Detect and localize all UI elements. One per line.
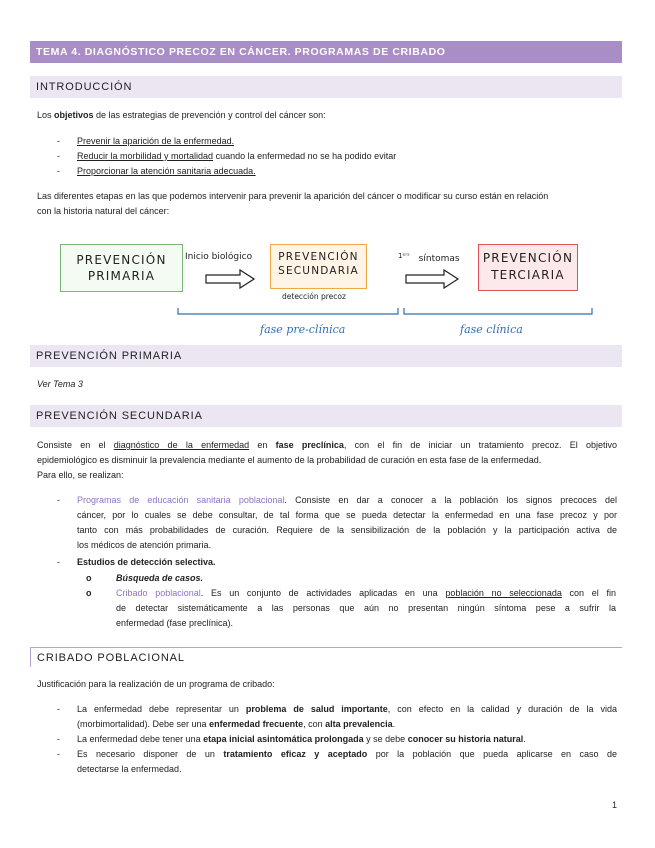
primaria-reference: Ver Tema 3 bbox=[37, 379, 83, 389]
intro-paragraph: Las diferentes etapas en las que podemos intervenir para prevenir la aparición del cáncer o modificar su curso están en relación con la historia natural del cáncer: bbox=[37, 191, 549, 216]
document-title: TEMA 4. DIAGNÓSTICO PRECOZ EN CÁNCER. PROGRAMAS DE CRIBADO bbox=[30, 41, 622, 63]
section-heading-prevencion-primaria: PREVENCIÓN PRIMARIA bbox=[30, 345, 622, 367]
box-prevencion-secundaria: PREVENCIÓN SECUNDARIA bbox=[270, 244, 367, 289]
section-heading-introduccion: INTRODUCCIÓN bbox=[30, 76, 622, 98]
label-primeros-sintomas: $^{1ᵉʳˢ}$ síntomas bbox=[398, 252, 460, 264]
label-deteccion-precoz: detección precoz bbox=[282, 292, 346, 301]
section-heading-cribado-poblacional: CRIBADO POBLACIONAL bbox=[30, 647, 622, 667]
secundaria-paragraph: Consiste en el diagnóstico de la enfermedad en fase preclínica, con el fin de iniciar un tratamiento precoz. El objetivo epidemiológico es disminuir la prevalencia mediante el aumento de la probabilidad de curación en esta fase de la enfermedad. Para ello, se realizan: bbox=[37, 440, 617, 480]
document-page: TEMA 4. DIAGNÓSTICO PRECOZ EN CÁNCER. PROGRAMAS DE CRIBADO INTRODUCCIÓN Los objetivos de las estrategias de prevención y control del cáncer son: - Prevenir la aparición de la enfermedad. - Reducir la morbilidad y mortalidad cuando la enfermedad no se ha podido evitar - Proporcionar la atención sanitaria adecuada. Las diferentes etapas en las que podemos intervenir para prevenir la aparición del cáncer o modificar su curso están en relación con la historia natural del cáncer: PREVENCIÓN PRIMARIA Inicio biológico PREVENCIÓN SECUNDARIA detección precoz $^{1ᵉʳˢ}$ síntomas PREVENCIÓN TERCIARIA fase pre-clínica fase clínica PREVENCIÓN PRIMARIA Ver Tema 3 PREVENCIÓN SECUNDARIA Consiste en el diagnóstico de la enfermedad en fase preclínica, con el fin de iniciar un tratamiento precoz. El objetivo epidemiológico es disminuir la prevalencia mediante el aumento de la probabilidad de curación en esta fase de la enfermedad. Para ello, se realizan: - Programas de educación sanitaria poblacional. Consiste en dar a conocer a la población los signos precoces del cáncer, por lo cuales se debe consultar, de tal forma que se pueda detectar la enfermedad en una fase precoz y por tanto con más probabilidades de curación. Requiere de la sensibilización de la población y la participación activa de los médicos de atención primaria. - Estudios de detección selectiva. o Búsqueda de casos. o Cribado poblacional. Es un conjunto de actividades aplicadas en una población no seleccionada con el fin de detectar sistemáticamente a las personas que aún no presentan ningún síntoma pese a sufrir la enfermedad (fase preclínica). CRIBADO POBLACIONAL Justificación para la realización de un programa de cribado: - La enfermedad debe representar un problema de salud importante, con efecto en la calidad y duración de la vida (morbimortalidad). Debe ser una enfermedad frecuente, con alta prevalencia. - La enfermedad debe tener una etapa inicial asintomática prolongada y se debe conocer su historia natural. - Es necesario disponer de un tratamiento eficaz y aceptado por la población que pueda aplicarse en caso de detectarse la enfermedad. 1 bbox=[0, 0, 655, 848]
cribado-lead: Justificación para la realización de un programa de cribado: bbox=[37, 679, 275, 689]
box-prevencion-terciaria: PREVENCIÓN TERCIARIA bbox=[478, 244, 578, 291]
section-heading-prevencion-secundaria: PREVENCIÓN SECUNDARIA bbox=[30, 405, 622, 427]
label-fase-clinica: fase clínica bbox=[460, 323, 523, 336]
arrow-right-icon bbox=[404, 268, 460, 290]
phase-brackets bbox=[170, 306, 600, 320]
intro-lead: Los objetivos de las estrategias de prevención y control del cáncer son: bbox=[37, 110, 326, 120]
label-inicio-biologico: Inicio biológico bbox=[185, 252, 253, 262]
label-fase-preclinica: fase pre-clínica bbox=[260, 323, 346, 336]
page-number: 1 bbox=[611, 800, 617, 810]
arrow-right-icon bbox=[204, 268, 256, 290]
prevention-stages-diagram bbox=[30, 232, 622, 347]
box-prevencion-primaria: PREVENCIÓN PRIMARIA bbox=[60, 244, 183, 292]
